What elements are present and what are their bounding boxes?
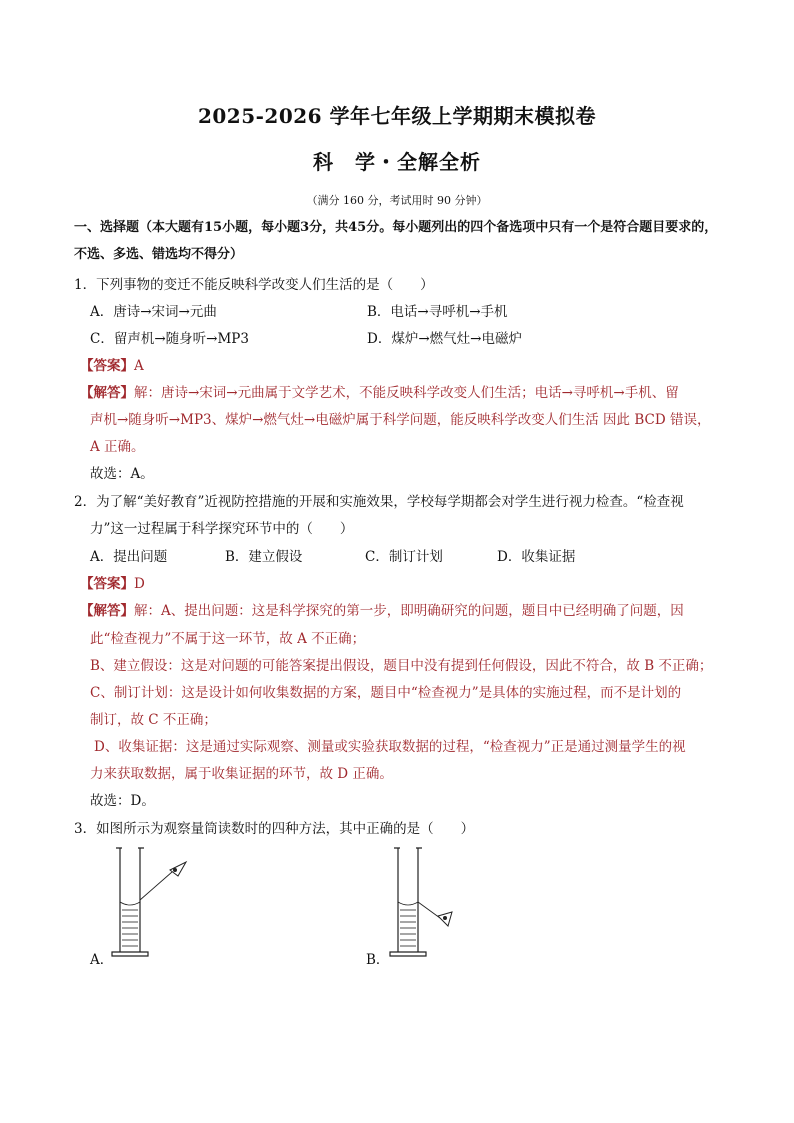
q2-option-a: A．提出问题 <box>90 549 168 565</box>
q1-answer-label: 【答案】 <box>80 358 134 374</box>
q2-answer-label: 【答案】 <box>80 576 134 592</box>
q1-explain-line-1 <box>80 381 679 401</box>
section-heading: 一、选择题（本大题有15小题，每小题3分，共45分。每小题列出的四个备选项中只有一个是符合题目要求的，不选、多选、错选均不得分） <box>74 220 718 262</box>
q2-explain-line-7: 力来获取数据，属于收集证据的环节，故 D 正确。 <box>90 766 393 782</box>
q2-explain-text: 解：A、提出问题：这是科学探究的第一步，即明确研究的问题，题目中已经明确了问题，因 <box>134 603 684 619</box>
score-time-note: （满分 160 分，考试用时 90 分钟） <box>306 194 488 207</box>
q1-explain-line-2: 声机→随身听→MP3、煤炉→燃气灶→电磁炉属于科学问题，能反映科学改变人们生活 因此 BCD 错误， <box>90 412 711 428</box>
q1-option-b: B．电话→寻呼机→手机 <box>367 304 508 320</box>
q1-option-a: A．唐诗→宋词→元曲 <box>90 304 217 320</box>
q2-stem-line-1: 2．为了解“美好教育”近视防控措施的开展和实施效果，学校每学期都会对学生进行视力检查。“检查视 <box>74 494 684 510</box>
page-subtitle: 科 学・全解全析 <box>313 150 481 174</box>
q2-option-d: D．收集证据 <box>497 549 576 565</box>
q1-stem: 1．下列事物的变迁不能反映科学改变人们生活的是（ ） <box>74 277 434 293</box>
q2-answer <box>80 572 145 592</box>
q2-option-b: B．建立假设 <box>225 549 303 565</box>
q3-figure-b <box>388 840 488 965</box>
q2-explain-line-2: 此“检查视力”不属于这一环节，故 A 不正确； <box>90 631 366 647</box>
q2-explain-line-5: 制订，故 C 不正确； <box>90 712 217 728</box>
q1-option-d: D．煤炉→燃气灶→电磁炉 <box>367 331 522 347</box>
q1-option-c: C．留声机→随身听→MP3 <box>90 331 249 347</box>
q3-figure-a <box>110 840 210 965</box>
q1-explain-line-3: A 正确。 <box>90 439 145 455</box>
q2-explain-line-1 <box>80 599 684 619</box>
q2-explain-line-4: C、制订计划：这是设计如何收集数据的方案，题目中“检查视力”是具体的实施过程，而不是计划的 <box>90 685 682 701</box>
q1-explain-text: 解：唐诗→宋词→元曲属于文学艺术，不能反映科学改变人们生活；电话→寻呼机→手机、留 <box>134 385 679 401</box>
q2-conclusion: 故选：D。 <box>90 793 155 809</box>
q1-answer-value: A <box>134 358 144 374</box>
q1-conclusion: 故选：A。 <box>90 466 154 482</box>
q3-label-b: B． <box>366 952 390 968</box>
q3-stem: 3．如图所示为观察量筒读数时的四种方法，其中正确的是（ ） <box>74 821 475 837</box>
q3-label-a: A． <box>90 952 114 968</box>
q1-answer <box>80 354 144 374</box>
q2-option-c: C．制订计划 <box>365 549 443 565</box>
q2-stem-line-2: 力”这一过程属于科学探究环节中的（ ） <box>90 521 354 537</box>
q2-answer-value: D <box>134 576 145 592</box>
q2-explain-line-6: D、收集证据：这是通过实际观察、测量或实验获取数据的过程，“检查视力”正是通过测量学生的视 <box>94 739 686 755</box>
q2-explain-label: 【解答】 <box>80 603 134 619</box>
page-title: 2025-2026 学年七年级上学期期末模拟卷 <box>197 104 597 128</box>
q2-explain-line-3: B、建立假设：这是对问题的可能答案提出假设，题目中没有提到任何假设，因此不符合，故 B 不正确； <box>90 658 713 674</box>
q1-explain-label: 【解答】 <box>80 385 134 401</box>
